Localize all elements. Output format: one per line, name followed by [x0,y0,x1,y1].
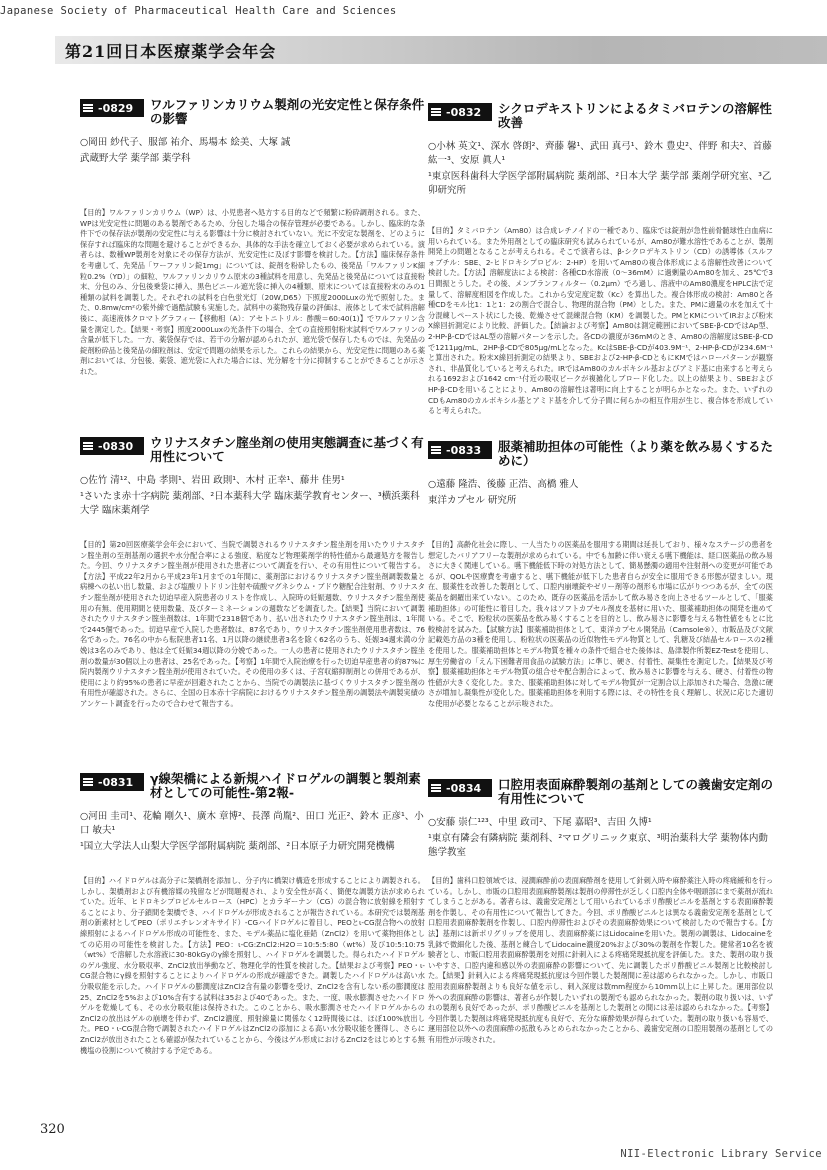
abstract-body: 【目的】ハイドロゲルは高分子に架橋剤を添加し、分子内に橋架け構造を形成することにより調製される。しかし、架橋剤および有機溶媒の残留などが問題視され、より安全性が高く、簡便な調製方法が求められていた。近年、ヒドロキシプロピルセルロース（HPC）とカラギーナン（CG）の混合物に放射線を照射することにより、分子鎖間を架橋でき、ハイドロゲルが形成されることが報告されている。本研究では製剤基剤の新素材としてPEO（ポリエチレンオキサイド）-CGハイドロゲルに着目し、PEOとι-CG混合物への放射線照射によるハイドロゲル形成の可能性を、また、モデル薬品に塩化亜鉛（ZnCl2）を用いて薬物担体としての応用の可能性を検討した。【方法】PEO：ι-CG:ZnCl2:H2O＝10:5:5:80（wt%）及び10:5:10:75（wt%）で溶解した水溶液に30-80kGyのγ線を照射し、ハイドロゲルを調製した。得られたハイドロゲルのゲル強度、水分吸収率、ZnCl2放出挙動など、物理化学的性質を検討した。【結果および考察】PEO・ι-CG混合物にγ線を照射することによりハイドロゲルの形成が確認できた。調製したハイドロゲルは高い水分吸収能を示した。ハイドロゲルの膨潤度はZnCl2含有量の影響を受け、ZnCl2を含有しない系の膨潤度は25、ZnCl2を5%および10%含有する試料は35および40であった。また、一度、吸水膨潤させたハイドロゲルを乾燥しても、その水分吸収能は保持された。このことから、吸水膨潤させたハイドロゲルからのZnCl2の放出はゲルの崩壊を伴わず、ZnCl2濃度、照射線量に関係なく12時間後には、ほぼ100%放出した。PEO・ι-CG混合物で調製されたハイドロゲルはZnCl2の添加による高い水分吸収能を獲得し、さらにZnCl2が放出されたことも確認が保たれていることから、今後はゲル形成におけるZnCl2をはじめとする無機塩の役割について検討する予定である。 [80,876,425,1055]
abstract-affiliation: ¹東京有隣会有隣病院 薬剤科、²マログリニック東京、³明治薬科大学 薬物体内動態学教室 [428,833,768,858]
abstract-affiliation: ¹さいたま赤十字病院 薬剤部、²日本薬科大学 臨床薬学教育センター、³横浜薬科大学 臨床薬剤学 [80,491,420,516]
abstract-number-badge [80,437,144,455]
abstract-affiliation: 武蔵野大学 薬学部 薬学科 [80,153,191,164]
abstract-number: -0831 [98,775,134,789]
abstract-0832 [428,102,773,198]
abstract-number: -0830 [98,439,134,453]
abstract-title: 服薬補助担体の可能性（より薬を飲み易くするために） [498,439,774,468]
abstract-title: ウリナスタチン腟坐剤の使用実態調査に基づく有用性について [150,435,424,464]
abstract-authors: ○遠藤 隆浩、後藤 正浩、高橋 雅人 [428,479,579,490]
abstract-body: 【目的】第20回医療薬学会年会において、当院で調製されるウリナスタチン腟坐剤を用いたウリナスタチン腟坐剤の至剤基剤の選択や水分配合率による強度、粘度など物理薬剤学的特性値から最適処方を報告した。今回、ウリナスタチン腟坐剤が使用された患者について調査を行い、その有用性について報告する。【方法】平成22年2月から平成23年1月までの1年間に、薬剤部におけるウリナスタチン腟坐剤調製数量と病棟への払い出し数量、および塩酸リトドリン注射や硫酸マグネシウム・ブドウ糖配合注射剤、ウリナスタチン腟坐剤が使用された切迫早産入院患者のリストを作成し、入院時の妊娠週数、ウリナスタチン腟坐剤使用の有無、使用期間と使用数量、及びターミネーションの週数などを調査した。【結果】当院において調製されたウリナスタチン腟坐剤数は、1年間で2318個であり、払い出されたウリナスタチン腟坐剤は、1年間で2445個であった。切迫早産で入院した患者数は、87名であり、ウリナスタチン腟坐剤使用患者数は、76名であった。76名の中から転院患者11名、1月以降の継続患者3名を除く62名のうち、妊娠34週未満の分娩は3名のみであり、他は全て妊娠34週以降の分娩であった。一人の患者に使用されたウリナスタチン腟坐剤の数量が30個以上の患者は、25名であった。【考察】1年間で入院治療を行った切迫早産患者の約87%に院内製剤ウリナスタチン腟坐剤が使用されていた。その使用の多くは、子宮収縮抑制剤との併用であるが、使用により約95%の患者に早産が回避されたことから、当院での調製法に基づくウリナスタチン腟坐剤の有用性が確認された。さらに、全国の日本赤十字病院におけるウリナスタチン腟坐剤の調製法や調製実績のアンケート調査を行ったので合わせて報告する。 [80,540,425,708]
abstract-title: ワルファリンカリウム製剤の光安定性と保存条件の影響 [150,97,425,126]
abstract-affiliation: ¹国立大学法人山梨大学医学部附属病院 薬剤部、²日本原子力研究開発機構 [80,841,395,852]
meeting-title: 第21回日本医療薬学会年会 [65,42,277,61]
abstract-authors: ○佐竹 清¹²、中島 孝則¹、岩田 政則¹、木村 正幸¹、藤井 佳男¹ [80,475,345,486]
abstract-title: シクロデキストリンによるタミバロテンの溶解性改善 [498,101,772,130]
abstract-affiliation: 東洋カプセル 研究所 [428,495,517,506]
abstract-number-badge [428,103,492,121]
abstract-0831 [80,772,425,854]
abstract-authors: ○安藤 崇仁¹²³、中里 政司²、下尾 嘉昭³、吉田 久博¹ [428,817,652,828]
abstract-number-badge [428,441,492,459]
abstract-body: 【目的】歯科口腔領域では、浸潤麻酔前の表面麻酔剤を使用して針刺入時や麻酔薬注入時の疼痛緩和を行っている。しかし、市販の口腔用表面麻酔製剤は製剤の停滞性が乏しく口腔内全体や咽頭部にまで薬剤が流れてしまうことがある。著者らは、義歯安定剤として用いられているポリ酢酸ビニルを基剤とする表面麻酔製剤を作製し、その有用性について報告してきた。今回、ポリ酢酸ビニルとは異なる義歯安定剤を基剤として口腔用表面麻酔製剤を作製し、口腔内停滞性およびその表面麻酔効果について検討したので報告する。【方法】基剤には新ポリグリップを使用し、表面麻酔薬にはLidocaineを用いた。製剤の調製は、Lidocaineを乳鉢で微細化した後、基剤と練合してLidocaine濃度20%および30%の製剤を作製した。健常者10名を被験者とし、市販口腔用表面麻酔製剤を対照に針刺入による疼痛発現抵抗度を評価した。また、製剤の取り扱いやすさ、口腔内違和感以外の表面麻酔の影響について、先に調製したポリ酢酸ビニル製剤と比較検討した。【結果】針刺入による疼痛発現抵抗度は今回作製した製剤間に差は認められなかった。しかし、市販口腔用表面麻酔製剤よりも良好な値を示し、刺入深度は数mm程度から10mm以上に上昇した。運用部位以外への表面麻酔の影響は、著者らが作製したいずれの製剤でも認められなかった。製剤の取り扱いは、いずれの製剤も良好であったが、ポリ酢酸ビニルを基剤とした製剤との間には差は認められなかった。【考察】今回作製した製剤は疼痛発現抵抗度も良好で、充分な麻酔効果が得られていた。製剤の取り扱いも容易で、運用部位以外への表面麻酔の拡散もみとめられなかったことから、義歯安定剤の口腔用製剤の基剤としての有用性が示唆された。 [428,876,773,1044]
abstract-number-badge [80,99,144,117]
page-number: 320 [40,1122,65,1137]
poster-icon [430,106,442,118]
poster-icon [430,444,442,456]
abstract-number: -0833 [446,443,482,457]
poster-icon [430,782,442,794]
abstract-affiliation: ¹東京医科歯科大学医学部附属病院 薬剤部、²日本大学 薬学部 薬剤学研究室、³乙卯研究所 [428,171,772,196]
meeting-banner [55,36,827,64]
abstract-authors: ○岡田 紗代子、服部 祐介、馬場本 絵美、大塚 誠 [80,137,291,148]
society-name: Japanese Society of Pharmaceutical Health Care and Sciences [0,5,397,17]
poster-icon [82,440,94,452]
abstract-number: -0832 [446,105,482,119]
abstract-number-badge [428,779,492,797]
abstract-0829 [80,98,425,166]
abstract-0830 [80,436,425,518]
abstract-number: -0834 [446,781,482,795]
abstract-authors: ○小林 英文¹、深水 啓朗²、齊藤 馨¹、武田 真弓¹、鈴木 豊史²、伴野 和夫²、首藤 紘一³、安原 眞人¹ [428,141,772,166]
abstract-title: 口腔用表面麻酔製剤の基剤としての義歯安定剤の有用性について [498,777,774,806]
source-footer: NII-Electronic Library Service [620,1148,822,1160]
poster-icon [82,102,94,114]
abstract-body: 【目的】高齢化社会に際し、一人当たりの医薬品を服用する期間は延長しており、様々なステージの患者を想定したバリアフリーな製剤が求められている。中でも加齢に伴い衰える嚥下機能は、経口医薬品の飲み易さに大きく関連している。嚥下機能低下時の対処方法として、簡易懸濁の適用や注射剤への変更が可能であるが、QOLや医療費を考慮すると、嚥下機能が低下した患者自らが安全に服用できる形態が望ましい。現在、服薬性を改善した製剤として、口腔内崩壊錠やゼリー剤等の剤形も市場に広がりつつあるが、全ての医薬品を網羅出来ていない。このため、既存の医薬品を活かして飲み易さを向上させるツールとして、「服薬補助担体」の可能性に着目した。我々はソフトカプセル剤皮を基材に用いた、服薬補助担体の開発を進めている。そこで、粉粒状の医薬品を飲み易くすることを目的とし、飲み易さに影響を与える物性値をもとに比較検討を試みた。【試験方法】服薬補助担体として、東洋カプセル開発品（Camsole®）、市販品及び文献記載処方品の3種を使用し、粉粒状の医薬品の近似物性モデル物質として、乳糖及び結晶セルロースの2種を使用した。服薬補助担体とモデル物質を種々の条件で組合せた後体は、島津製作所製EZ-Testを使用し、厚生労働省の「えん下困難者用食品の試験方法」に準じ、硬さ、付着性、凝集性を測定した。【結果及び考察】服薬補助担体とモデル物質の組合せや配合割合によって、飲み易さに影響を与える、硬さ、付着性の物性値が大きく変化した。また、服薬補助担体に対してモデル物質が一定割合以上添加された場合、急激に硬さが増加し凝集性が変化した。服薬補助担体を利用する際には、その特性を良く理解し、状況に応じた適切な使用が必要となることが示唆された。 [428,540,773,708]
abstract-0833 [428,440,773,508]
abstract-authors: ○河田 圭司¹、花輪 剛久¹、廣木 章博²、長澤 尚胤²、田口 光正²、鈴木 正彦¹、小口 敏夫¹ [80,811,424,836]
abstract-body: 【目的】ワルファリンカリウム（WP）は、小児患者へ処方する目的などで頻繁に粉砕調剤される。また、WPは光安定性に問題のある製剤であるため、分包した場合の保存管理が必要である。しかし、臨床的な条件下での保存法が製剤の安定性に与える影響は十分に検討されていない。光に不安定な製剤を、どのように保存すれば臨床的な問題を避けることができるか、具体的な手法を確立しておく必要が求められている。演者らは、数種WP製剤を対象にその保存方法が、光安定性に及ぼす影響を検討した。【方法】臨床保存条件を考慮して、先発品「ワーファリン錠1mg」については、錠剤を粉砕したもの、後発品「ワルファリンK細粒0.2%（YD）」の細粒、ワルファリンカリウム原末の3種試料を用意し、先発品と後発品については直接粉末、分包のみ、分包後乗袋に挿入、黒色ビニール遮光袋に挿入の4種類、原末については直接粉末のみの1種類の試料を調製した。それぞれの試料を白色蛍光灯（20W,D65）下照度2000Luxの光で照射した。また、0.8mw/cm²の紫外線で過酷試験も実施した。試料中の薬物残存量の評価は、液体として未で試料溶解後に、高速液体クロマトグラフィー【移動相（A）：アセトニトリル：酢酸＝60:40(1)】でワルファリン含量を測定した。【結果・考察】照度2000Luxの光条件下の場合、全ての直接照射粉末試料でワルファリンの含量が低下した。一方、薬袋保存では、若干の分解が認められたが、遮光袋で保存したものでは、先発品の錠剤粉砕品と後発品の細粒剤は、安定で問題の結果を示した。これらの結果から、光安定性に問題のある薬剤においては、分包後、薬袋、遮光袋に入れた場合には、光分解を十分に抑制することができることが示された。 [80,208,425,376]
abstract-title: γ線架橋による新規ハイドロゲルの調製と製剤素材としての可能性-第2報- [150,771,421,800]
abstract-body: 【目的】タミバロテン（Am80）は合成レチノイドの一種であり、臨床では錠剤が急性前骨髄球性白血病に用いられている。また外用剤としての臨床研究も試みられているが、Am80が難水溶性であることが、製剤開発上の問題となることが考えられる。そこで演者らは、β-シクロデキストリン（CD）の誘導体（スルフォブチル：SBE、2-ヒドロキシプロピル：2-HP）を用いてAm80の複合体形成による溶解性改善について検討した。【方法】溶解度法による検討：各種CD水溶液（0～36mM）に過剰量のAm80を加え、25℃で3日間振とうした。その後、メンブランフィルター（0.2μm）でろ過し、溶液中のAm80濃度をHPLC法で定量して、溶解度相図を作成した。これから安定度定数（Kc）を算出した。複合体形成の検討：Am80と各種CDをモル比1：1と1：2の割合で混合し、物理的混合物（PM）とした。また、PMに適量の水を加えて十分混練しペースト状にした後、乾燥させて混練混合物（KM）を調製した。PMとKMについてIRおよび粉末X線回折測定により比較、評価した。【結論および考察】Am80は測定範囲においてSBE-β-CDではAp型、2-HP-β-CDではAL型の溶解パターンを示した。各CDの濃度が36mMのとき、Am80の溶解度はSBE-β-CDで1211μg/mL、2HP-β-CDで805μg/mLとなった。KcはSBE-β-CDが403.9M⁻¹、2-HP-β-CDが234.6M⁻¹と算出された。粉末X線回折測定の結果より、SBEおよび2-HP-β-CDともにKMではハローパターンが観察され、非晶質化していると考えられた。IRではAm80のカルボキシル基およびアミド基に由来すると考えられる1692および1642 cm⁻¹付近の吸収ピークが複雑化しブロード化した。以上の結果より、SBEおよびHP-β-CDを用いることにより、Am80の溶解性は著明に向上することが明らかとなった。また、いずれのCDもAm80のカルボキシル基とアミド基を介して分子間に何らかの相互作用が生じ、複合体を形成していると考えられた。 [428,226,773,416]
abstract-0834 [428,778,773,860]
abstract-number-badge [80,773,144,791]
poster-icon [82,776,94,788]
abstract-number: -0829 [98,101,134,115]
